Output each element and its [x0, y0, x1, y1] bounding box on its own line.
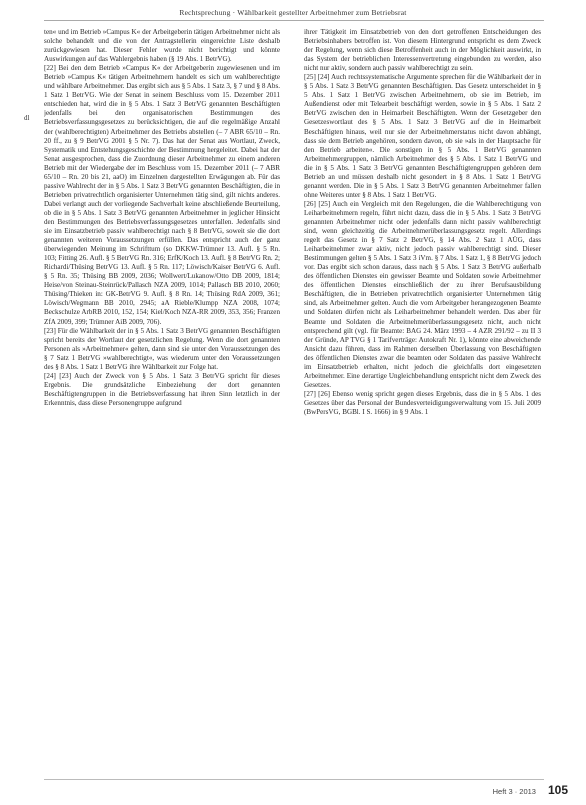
paragraph: ihrer Tätigkeit im Einsatzbetrieb von den dort getroffenen Entscheidungen des Betriebsinhabers betroffen ist. Von diesem Hintergrund entspricht es dem Zweck der Regelung, wenn sich diese Betroffenheit auch in der Möglichkeit auswirkt, in das System der betrieblichen Interessenvertretung eingebunden zu werden, also nicht nur aktiv, sondern auch passiv wahlberechtigt zu sein.	[304, 28, 541, 73]
paragraph: [22] Bei den dem Betrieb »Campus K« der Arbeitgeberin zugewiesenen und im Betrieb »Campus K« tätigen Arbeitnehmern handelt es sich um wahlberechtigte und wählbare Arbeitnehmer. Das ergibt sich aus § 5 Abs. 1 Satz 3, § 7 und § 8 Abs. 1 Satz 1 BetrVG. Wie der Senat in seinem Beschluss vom 15. Dezember 2011 entschieden hat, wird die in § 5 Abs. 1 Satz 3 BetrVG genannten Beschäftigten jedenfalls bei den organisatorischen Bestimmungen des Betriebsverfassungsgesetzes zu berücksichtigen, die auf die regelmäßige Anzahl der (wahlberechtigten) Arbeitnehmer des Betriebs abstellen (– 7 ABR 65/10 – Rn. 20 ff., zu § 9 BetrVG 2001 § 5 Nr. 7). Das hat der Senat aus Wortlaut, Zweck, Systematik und Entstehungsgeschichte der Bestimmung hergeleitet. Dabei hat der Senat ausgesprochen, dass die Zuordnung dieser Arbeitnehmer zu einem anderen Betrieb mit der Wiedergabe der im Beschluss vom 15. Dezember 2011 (– 7 ABR 65/10 – Rn. 20 bis 21, aaO) im Einzelnen dargestellten Erwägungen ab. Für das passive Wahlrecht der in § 5 Abs. 1 Satz 3 BetrVG genannten Beschäftigten, die in Betrieben privatrechtlich organisierter Unternehmen tätig sind, gilt nichts anderes. Dabei verlangt auch der vorliegende Sachverhalt keine abschließende Beurteilung, ob die in § 5 Abs. 1 Satz 3 BetrVG genannten Arbeitnehmer in jeglicher Hinsicht den Bestimmungen des Betriebsverfassungsgesetzes unterfallen. Jedenfalls sind sie im Einsatzbetrieb passiv wahlberechtigt nach § 8 BetrVG, soweit sie die dort genannten weiteren Voraussetzungen erfüllen. Das entspricht auch der ganz überwiegenden Meinung im Schrifttum (so DKKW-Trümner 13. Aufl. § 5 Rn. 103; Fitting 26. Aufl. § 5 BetrVG Rn. 316; ErfK/Koch 13. Aufl. § 8 BetrVG Rn. 2; Richardi/Thüsing BetrVG 13. Aufl. § 5 Rn. 117; Löwisch/Kaiser BetrVG 6. Aufl. § 5 Rn. 35; Thüsing BB 2009, 2036; Wollwert/Lukanow/Otto DB 2009, 1814; Heise/von Steinau-Steinrück/Pallasch NZA 2009, 1014; Pallasch BB 2010, 2060; Thüsing/Thieken in: GK-BetrVG 9. Aufl. § 8 Rn. 14; Thüsing RdA 2009, 361; Löwisch/Wegmann BB 2010, 2945; aA Rieble/Klumpp NZA 2008, 1074; Beckschulze ArbRB 2010, 152, 154; Kiel/Koch NZA-RR 2009, 353, 356; Franzen ZfA 2009, 399; Trümner AiB 2009, 706).	[44, 64, 280, 326]
paragraph: ten« und im Betrieb »Campus K« der Arbeitgeberin tätigen Arbeitnehmer nicht als solche behandelt und die von der Antragstellerin eingereichte Liste deshalb zurückgewiesen hat. Dieser Fehler wurde nicht berichtigt und könnte Auswirkungen auf das Wahlergebnis haben (§ 19 Abs. 1 BetrVG).	[44, 28, 280, 64]
page-number: 105	[547, 783, 568, 797]
paragraph: [27] [26] Ebenso wenig spricht gegen dieses Ergebnis, dass die in § 5 Abs. 1 des Gesetzes über das Personal der Bundesverteidigungsverwaltung vom 15. Juli 2009 (BwPersVG, BGBl. I S. 1666) in § 9 Abs. 1	[304, 389, 541, 416]
paragraph: [26] [25] Auch ein Vergleich mit den Regelungen, die die Wahlberechtigung von Leiharbeitnehmern regeln, führt nicht dazu, dass die in § 5 Abs. 1 Satz 3 BetrVG genannten Arbeitnehmer nicht oder jedenfalls dann nicht passiv wahlberechtigt sind, wenn gleichzeitig die Arbeitnehmerüberlassungsgesetz regelt. Allerdings regelt das Gesetz in § 7 Satz 2 BetrVG, § 14 Abs. 2 Satz 1 AÜG, dass Leiharbeitnehmer zwar aktiv, nicht jedoch passiv wahlberechtigt sind. Dieser Bestimmungen gelten § 5 Abs. 1 Satz 3 iVm. § 7 Abs. 1 Satz 1, § 8 BetrVG jedoch vor. Das ergibt sich schon daraus, dass nach § 5 Abs. 1 Satz 3 BetrVG außerhalb des öffentlichen Dienstes ein gewisser Beamte und Soldaten sowie Arbeitnehmer des öffentlichen Dienstes einschließlich der zu ihrer Berufsausbildung Beschäftigten, die in Betrieben privatrechtlich organisierter Unternehmen tätig sind, als Arbeitnehmer gelten. Auch die vom Arbeitgeber herangezogenen Beamte und Soldaten dürfen nicht als Leiharbeitnehmer behandelt werden. Das aber für Beamte und Soldaten die Arbeitnehmerüberlassungsgesetz nicht, auch nicht entsprechend gilt (vgl. für Beamte: BAG 24. März 1993 – 4 AZR 291/92 – zu II 3 der Gründe, AP TVG § 1 Tarifverträge: Autokraft Nr. 1), könnte eine abweichende Ansicht dazu führen, dass im Rahmen derselben Überlassung von Beschäftigten des öffentlichen Dienstes zwar die beamten oder Soldaten das passive Wahlrecht im Einsatzbetrieb erhalten, nicht jedoch die gleichfalls dort eingesetzten Arbeitnehmer. Eine derartige Ungleichbehandlung entspricht nicht dem Zweck des Gesetzes.	[304, 199, 541, 389]
left-column	[44, 28, 280, 768]
footer-rule	[44, 779, 544, 780]
page-footer	[493, 783, 568, 797]
margin-marker: dl	[24, 114, 30, 122]
right-column	[304, 28, 541, 768]
paragraph: [25] [24] Auch rechtssystematische Argumente sprechen für die Wählbarkeit der in § 5 Abs. 1 Satz 3 BetrVG genannten Beschäftigten. Das Gesetz unterscheidet in § 5 Abs. 1 Satz 1 BetrVG zwischen Arbeitnehmern, ob sie im Betrieb, im Außendienst oder mit Telearbeit beschäftigt werden, sowie in § 5 Abs. 1 Satz 2 BetrVG zwischen den in Heimarbeit Beschäftigten. Wenn der Gesetzgeber den Gesetzeswortlaut des § 5 Abs. 1 Satz 3 BetrVG auf die in Heimarbeit Beschäftigten hinaus, weil nur sie der Arbeitnehmerstatus nicht davon abhängt, dass sie dem Betrieb angehören, sondern davon, ob sie »als in der Hauptsache für den Betrieb arbeiten«. Die sonstigen in § 5 Abs. 1 BetrVG genannten Arbeitnehmergruppen, nämlich Arbeitnehmer des § 5 Abs. 1 Satz 1 BetrVG und die in § 5 Abs. 1 Satz 3 BetrVG genannten Beschäftigtengruppen gehören dem Betrieb an und müssen deshalb nicht gesondert in § 8 Abs. 1 Satz 1 BetrVG genannt werden. Die in § 5 Abs. 1 Satz 3 BetrVG genannten Arbeitnehmer fallen ohne Weiteres unter § 8 Abs. 1 Satz 1 BetrVG.	[304, 73, 541, 199]
paragraph: [24] [23] Auch der Zweck von § 5 Abs. 1 Satz 3 BetrVG spricht für dieses Ergebnis. Die grundsätzliche Einbeziehung der dort genannten Beschäftigtengruppen in die Betriebsverfassung hat ihren Sinn letztlich in der Erkenntnis, dass diese Personengruppe aufgrund	[44, 371, 280, 407]
paragraph: [23] Für die Wählbarkeit der in § 5 Abs. 1 Satz 3 BetrVG genannten Beschäftigten spricht bereits der Wortlaut der gesetzlichen Regelung. Wenn die dort genannten Personen als »Arbeitnehmer« gelten, dann sind sie unter den Voraussetzungen des § 7 Satz 1 BetrVG »wahlberechtigt«, was wiederum unter den Voraussetzungen des § 8 Abs. 1 Satz 1 BetrVG ihre Wählbarkeit zur Folge hat.	[44, 326, 280, 371]
header-rule	[44, 20, 544, 21]
issue-label: Heft 3 · 2013	[492, 787, 536, 796]
running-head: Rechtsprechung · Wählbarkeit gestellter Arbeitnehmer zum Betriebsrat	[179, 8, 407, 17]
